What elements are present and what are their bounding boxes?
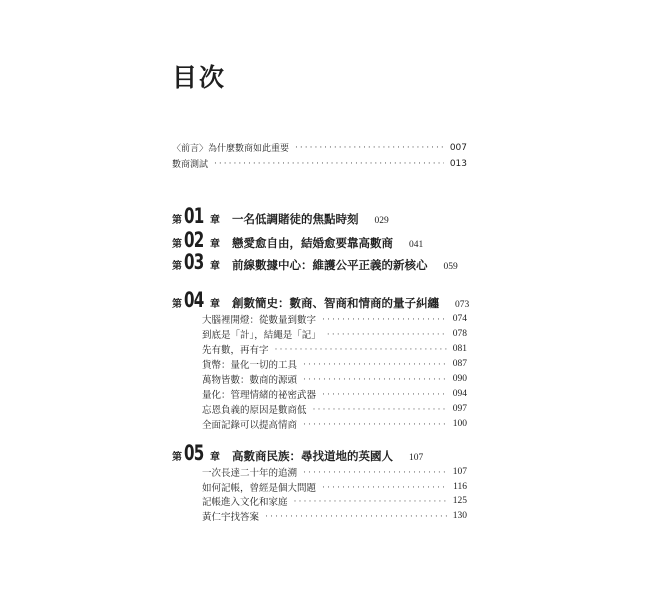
chapter-page: 059 xyxy=(443,262,458,272)
toc-section[interactable] xyxy=(202,327,467,341)
dot-leader xyxy=(265,511,447,521)
chapter-prefix: 第 xyxy=(172,239,182,250)
toc-section-label: 貨幣：量化一切的工具 xyxy=(202,361,298,371)
toc-section-page: 094 xyxy=(452,389,467,399)
chapter-prefix: 第 xyxy=(172,299,182,310)
toc-section-label: 如何記帳，曾經是個大問題 xyxy=(202,484,317,494)
dot-leader xyxy=(303,419,447,429)
toc-section-label: 全面記錄可以提高情商 xyxy=(202,421,298,431)
toc-section[interactable] xyxy=(202,465,467,479)
chapter-title: 一名低調賭徒的焦點時刻 xyxy=(232,212,359,226)
chapter-number: 02 xyxy=(184,228,204,252)
chapter-title: 創數簡史：數商、智商和情商的量子糾纏 xyxy=(232,296,439,310)
toc-chapter-01[interactable] xyxy=(172,206,389,227)
toc-section[interactable] xyxy=(202,509,467,523)
toc-section[interactable] xyxy=(202,480,467,494)
toc-section-label: 到底是「計」，結繩是「記」 xyxy=(202,331,321,341)
chapter-page: 073 xyxy=(455,300,470,310)
toc-section-label: 大腦裡開燈：從數量到數字 xyxy=(202,316,317,326)
toc-section-page: 116 xyxy=(453,482,467,492)
toc-entry-page: 013 xyxy=(449,158,467,169)
toc-chapter-05[interactable] xyxy=(172,443,423,464)
chapter-number: 01 xyxy=(184,204,204,228)
toc-entry-page: 007 xyxy=(449,142,467,153)
chapter-suffix: 章 xyxy=(210,239,220,250)
toc-section-page: 100 xyxy=(452,419,467,429)
toc-section[interactable] xyxy=(202,312,467,326)
chapter-suffix: 章 xyxy=(210,215,220,226)
toc-section[interactable] xyxy=(202,402,467,416)
dot-leader xyxy=(303,359,447,369)
toc-section-label: 忘恩負義的原因是數商低 xyxy=(202,406,307,416)
toc-section[interactable] xyxy=(202,372,467,386)
chapter-number: 03 xyxy=(184,250,204,274)
dot-leader xyxy=(275,344,447,354)
toc-section-page: 087 xyxy=(452,359,467,369)
toc-section-page: 074 xyxy=(452,314,467,324)
chapter-suffix: 章 xyxy=(210,299,220,310)
chapter-prefix: 第 xyxy=(172,261,182,272)
dot-leader xyxy=(303,467,447,477)
toc-section-label: 先有數，再有字 xyxy=(202,346,269,356)
chapter-page: 107 xyxy=(409,453,424,463)
toc-section-label: 黃仁宇找答案 xyxy=(202,513,260,523)
toc-section-label: 萬物皆數：數商的源頭 xyxy=(202,376,298,386)
dot-leader xyxy=(295,143,444,153)
toc-section-page: 078 xyxy=(452,329,467,339)
chapter-title: 戀愛愈自由，結婚愈要靠高數商 xyxy=(232,236,393,250)
toc-chapter-02[interactable] xyxy=(172,230,423,251)
chapter-page: 029 xyxy=(374,216,389,226)
toc-entry-label: 數商測試 xyxy=(172,160,209,170)
toc-section-page: 130 xyxy=(452,511,467,521)
dot-leader xyxy=(303,374,447,384)
toc-entry-preface[interactable] xyxy=(172,141,467,154)
toc-section-page: 081 xyxy=(452,344,467,354)
dot-leader xyxy=(327,329,447,339)
chapter-title: 高數商民族：尋找道地的英國人 xyxy=(232,449,393,463)
dot-leader xyxy=(322,314,447,324)
dot-leader xyxy=(294,496,447,506)
chapter-prefix: 第 xyxy=(172,452,182,463)
chapter-suffix: 章 xyxy=(210,261,220,272)
dot-leader xyxy=(313,404,447,414)
chapter-number: 05 xyxy=(184,441,204,465)
dot-leader xyxy=(322,389,447,399)
toc-section-page: 090 xyxy=(452,374,467,384)
toc-section-label: 記帳進入文化和家庭 xyxy=(202,498,288,508)
toc-section[interactable] xyxy=(202,417,467,431)
toc-section[interactable] xyxy=(202,494,467,508)
toc-chapter-04[interactable] xyxy=(172,290,469,311)
toc-section[interactable] xyxy=(202,357,467,371)
toc-entry-label: 〈前言〉為什麼數商如此重要 xyxy=(172,144,290,154)
page-title: 目次 xyxy=(172,63,227,92)
chapter-prefix: 第 xyxy=(172,215,182,226)
toc-section[interactable] xyxy=(202,342,467,356)
toc-section-label: 一次長達二十年的追溯 xyxy=(202,469,298,479)
chapter-title: 前線數據中心：維護公平正義的新核心 xyxy=(232,258,428,272)
toc-section-page: 125 xyxy=(452,496,467,506)
toc-section-page: 097 xyxy=(452,404,467,414)
toc-section-label: 量化：管理情緒的祕密武器 xyxy=(202,391,317,401)
chapter-suffix: 章 xyxy=(210,452,220,463)
toc-chapter-03[interactable] xyxy=(172,252,458,273)
dot-leader xyxy=(322,482,447,492)
chapter-number: 04 xyxy=(184,288,204,312)
dot-leader xyxy=(214,159,444,169)
toc-section[interactable] xyxy=(202,387,467,401)
toc-section-page: 107 xyxy=(452,467,467,477)
chapter-page: 041 xyxy=(409,240,424,250)
toc-entry-test[interactable] xyxy=(172,157,467,170)
